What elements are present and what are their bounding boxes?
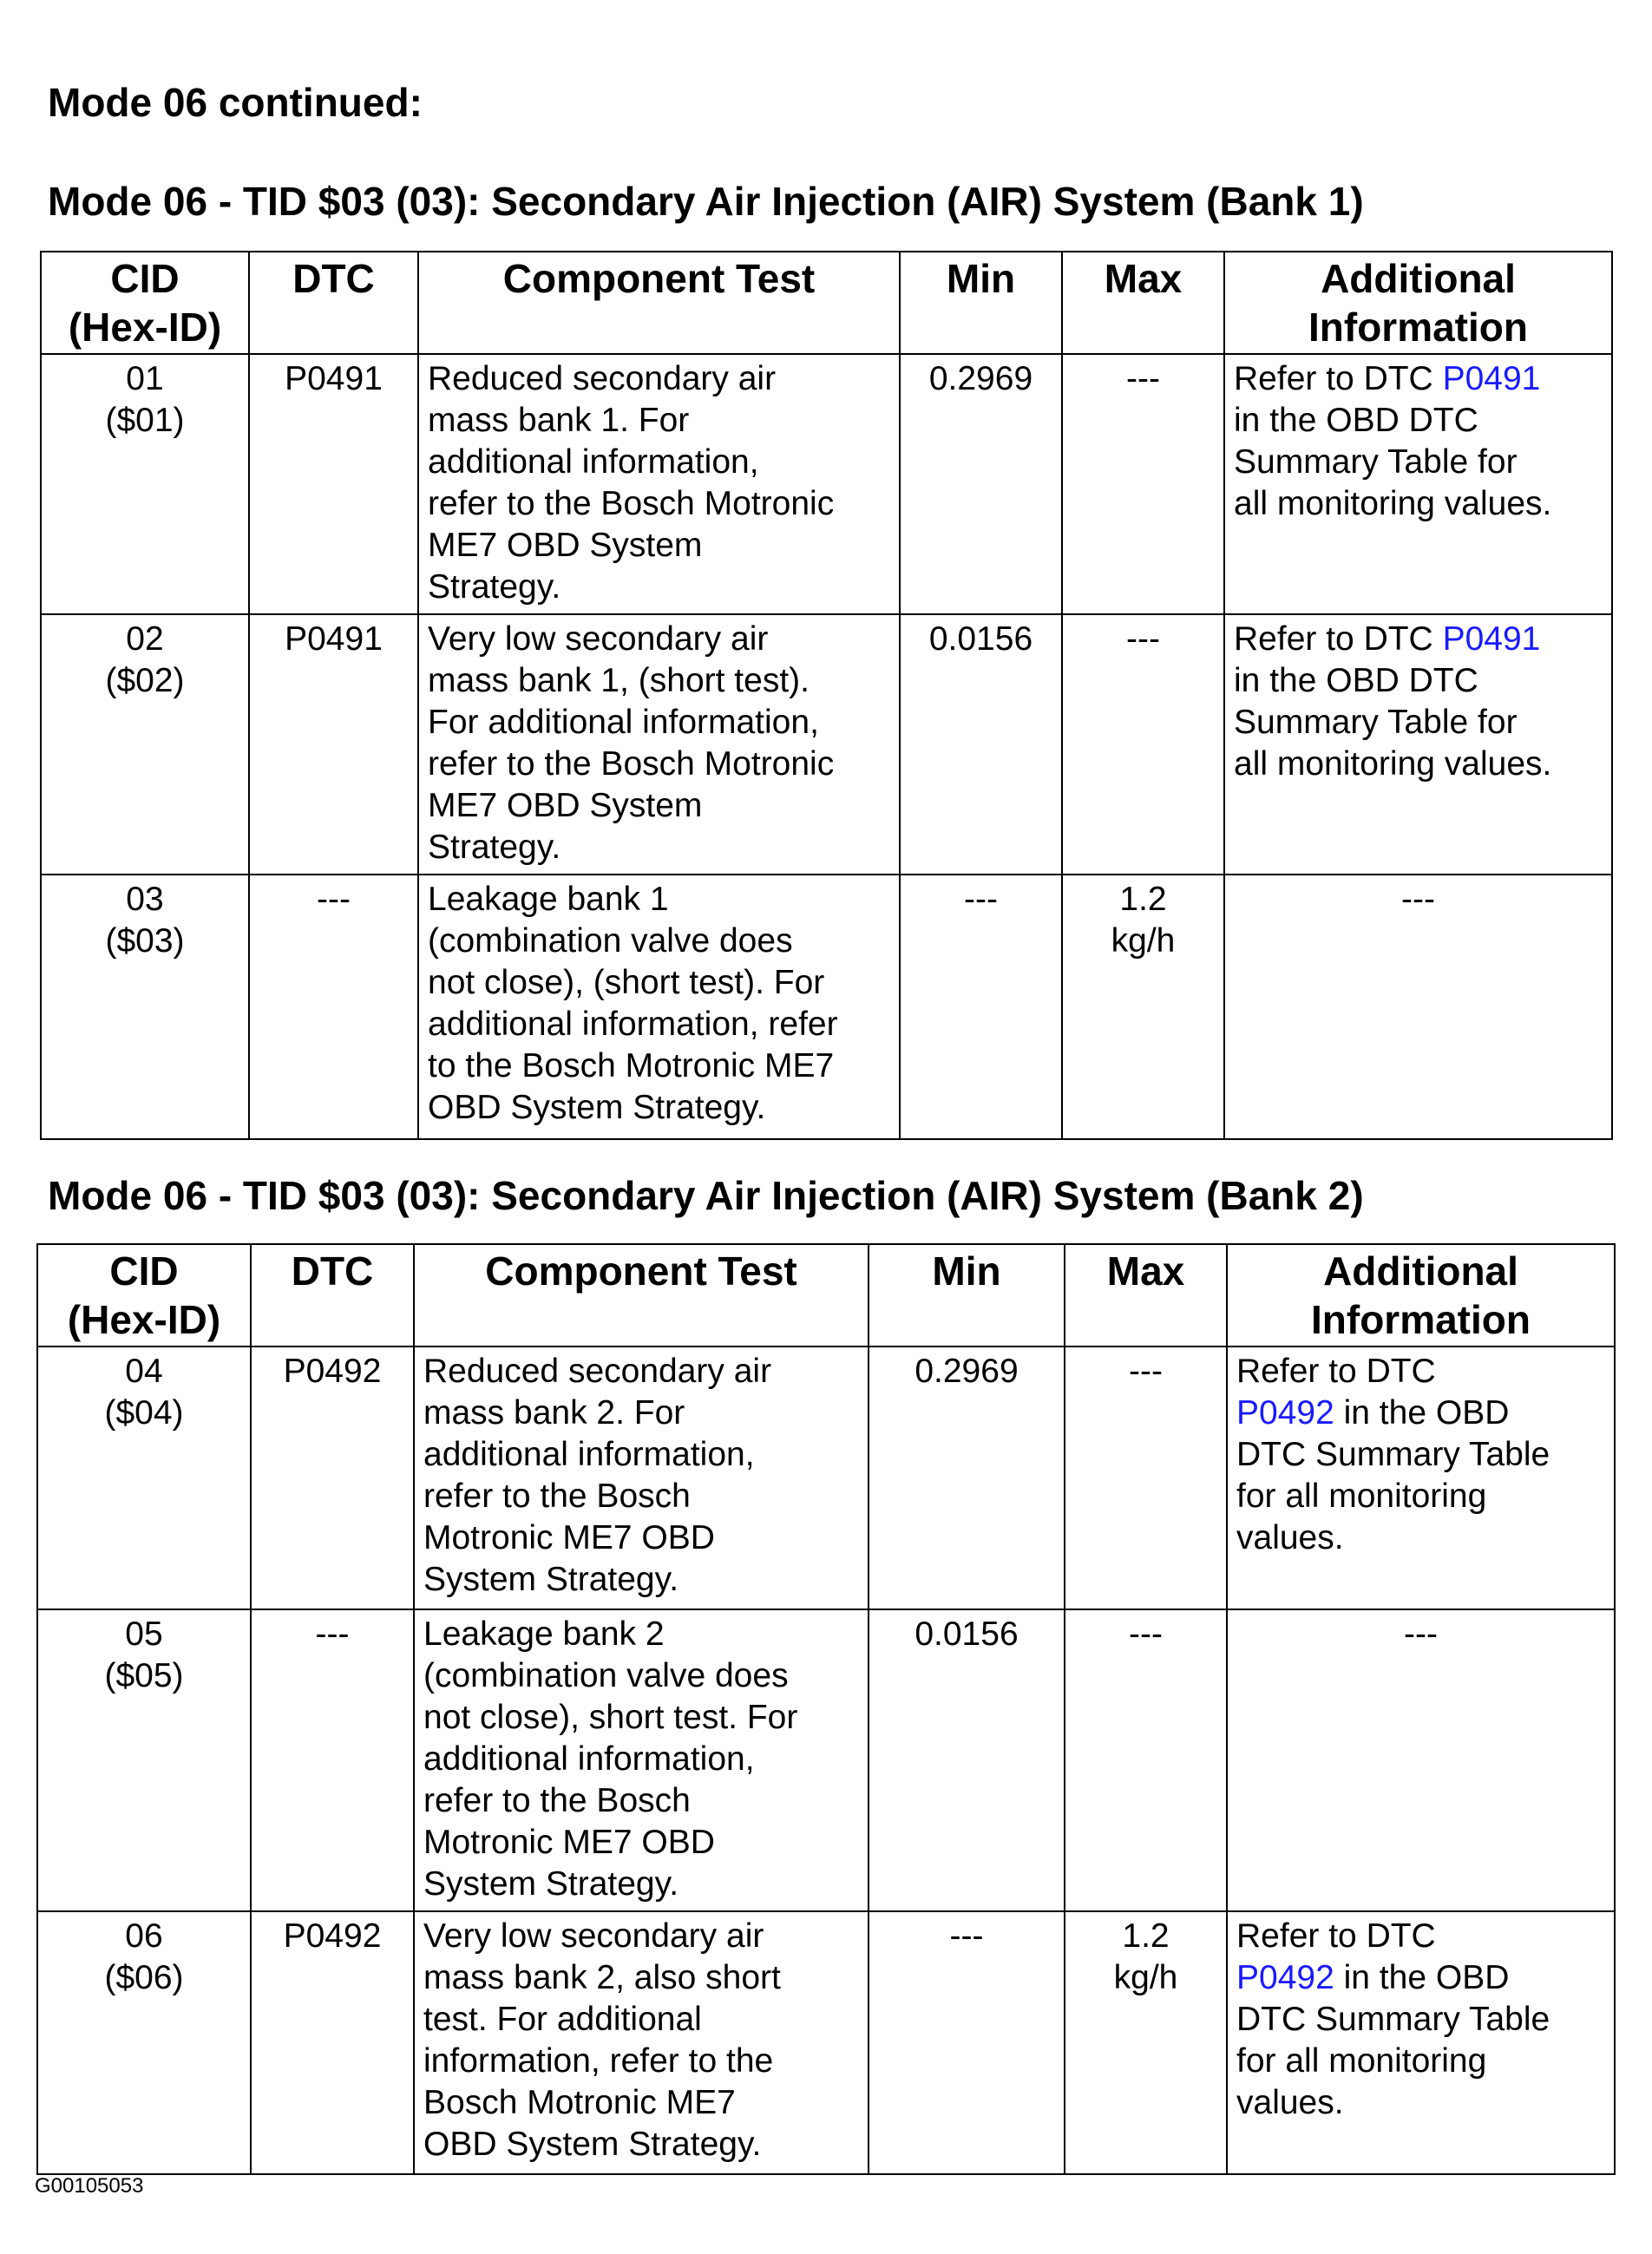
- component-test-line: ME7 OBD System: [428, 527, 703, 564]
- dtc-cell: ---: [251, 1609, 414, 1911]
- info-line: DTC Summary Table: [1236, 2001, 1550, 2038]
- cid-cell: [37, 1609, 251, 1911]
- max-cell: [1062, 875, 1224, 1139]
- component-test-line: Strategy.: [428, 829, 561, 866]
- dtc-cell: ---: [249, 875, 418, 1139]
- header-min: Min: [869, 1244, 1065, 1347]
- component-test-line: refer to the Bosch: [423, 1478, 691, 1515]
- cid-value: 05: [125, 1615, 163, 1653]
- hex-id-value: ($05): [104, 1657, 184, 1694]
- table-row: [41, 875, 1612, 1139]
- max-cell: [1065, 1347, 1227, 1609]
- info-text: Refer to DTC: [1234, 620, 1443, 658]
- cid-cell: [37, 1911, 251, 2174]
- info-line: [1236, 1957, 1605, 1999]
- table-header-row: [37, 1244, 1615, 1347]
- cid-cell: [37, 1347, 251, 1609]
- table-row: [41, 354, 1612, 614]
- info-line: values.: [1236, 2084, 1344, 2121]
- header-additional-information: Additional Information: [1224, 252, 1612, 354]
- header-dtc: DTC: [249, 252, 418, 354]
- component-test-cell: [414, 1609, 869, 1911]
- info-line: all monitoring values.: [1234, 485, 1552, 522]
- info-line: values.: [1236, 1519, 1344, 1556]
- max-line: kg/h: [1113, 1959, 1178, 1996]
- bank-2-table: [36, 1243, 1616, 2175]
- info-line: all monitoring values.: [1234, 745, 1552, 783]
- component-test-line: refer to the Bosch Motronic: [428, 485, 835, 522]
- dtc-cell: P0491: [249, 354, 418, 614]
- component-test-line: information, refer to the: [423, 2042, 774, 2080]
- header-cid: CID (Hex-ID): [37, 1244, 251, 1347]
- info-line: Refer to DTC: [1236, 1353, 1436, 1390]
- component-test-line: Very low secondary air: [423, 1917, 764, 1955]
- info-line: for all monitoring: [1236, 1478, 1487, 1515]
- cid-cell: [41, 354, 249, 614]
- table-row: [41, 614, 1612, 875]
- component-test-cell: [418, 354, 900, 614]
- info-line: [1234, 358, 1603, 400]
- table-2-title: Mode 06 - TID $03 (03): Secondary Air Injection (AIR) System (Bank 2): [48, 1173, 1364, 1218]
- header-dtc: DTC: [251, 1244, 414, 1347]
- cid-value: 03: [126, 881, 164, 918]
- cid-value: 02: [126, 620, 164, 658]
- info-text: in the OBD: [1334, 1394, 1510, 1432]
- figure-id: G00105053: [35, 2174, 144, 2198]
- hex-id-value: ($01): [105, 402, 185, 439]
- info-line: Refer to DTC: [1236, 1917, 1436, 1955]
- additional-information-cell: [1224, 614, 1612, 875]
- component-test-line: (combination valve does: [428, 922, 793, 960]
- max-line: ---: [1126, 360, 1160, 397]
- component-test-line: Reduced secondary air: [423, 1353, 772, 1390]
- component-test-line: mass bank 2. For: [423, 1394, 685, 1432]
- component-test-line: System Strategy.: [423, 1865, 679, 1903]
- info-line: Summary Table for: [1234, 704, 1518, 741]
- dtc-link-p0491[interactable]: P0491: [1442, 360, 1541, 397]
- dtc-cell: P0492: [251, 1911, 414, 2174]
- max-line: 1.2: [1119, 881, 1167, 918]
- additional-information-cell: [1227, 1911, 1615, 2174]
- header-component-test: Component Test: [418, 252, 900, 354]
- component-test-line: Leakage bank 2: [423, 1615, 665, 1653]
- component-test-line: additional information,: [428, 443, 759, 481]
- info-text: in the OBD: [1334, 1959, 1510, 1996]
- min-cell: 0.0156: [869, 1609, 1065, 1911]
- dtc-cell: P0491: [249, 614, 418, 875]
- component-test-line: Leakage bank 1: [428, 881, 669, 918]
- bank-1-table: [40, 251, 1613, 1140]
- component-test-line: Motronic ME7 OBD: [423, 1519, 715, 1556]
- component-test-line: OBD System Strategy.: [423, 2126, 762, 2163]
- table-1-title: Mode 06 - TID $03 (03): Secondary Air Injection (AIR) System (Bank 1): [48, 179, 1364, 224]
- component-test-line: For additional information,: [428, 704, 819, 741]
- component-test-line: to the Bosch Motronic ME7: [428, 1047, 835, 1084]
- cid-value: 01: [126, 360, 164, 397]
- table-header-row: [41, 252, 1612, 354]
- component-test-line: additional information, refer: [428, 1006, 838, 1043]
- header-max: Max: [1065, 1244, 1227, 1347]
- info-line: in the OBD DTC: [1234, 402, 1478, 439]
- component-test-line: System Strategy.: [423, 1561, 679, 1598]
- component-test-cell: [418, 614, 900, 875]
- table-row: [37, 1911, 1615, 2174]
- component-test-line: refer to the Bosch Motronic: [428, 745, 835, 783]
- info-line: Summary Table for: [1234, 443, 1518, 481]
- header-component-test: Component Test: [414, 1244, 869, 1347]
- table-row: [37, 1609, 1615, 1911]
- component-test-line: (combination valve does: [423, 1657, 789, 1694]
- hex-id-value: ($04): [104, 1394, 184, 1432]
- additional-information-cell: [1224, 354, 1612, 614]
- component-test-line: Strategy.: [428, 568, 561, 606]
- max-cell: [1062, 614, 1224, 875]
- component-test-line: Motronic ME7 OBD: [423, 1824, 715, 1861]
- header-additional-information: Additional Information: [1227, 1244, 1615, 1347]
- dtc-link-p0491[interactable]: P0491: [1442, 620, 1541, 658]
- dtc-link-p0492[interactable]: P0492: [1236, 1959, 1334, 1996]
- table-row: [37, 1347, 1615, 1609]
- hex-id-value: ($02): [105, 662, 185, 699]
- max-cell: [1065, 1609, 1227, 1911]
- max-line: ---: [1129, 1615, 1163, 1653]
- component-test-line: not close), short test. For: [423, 1699, 798, 1736]
- min-cell: 0.2969: [869, 1347, 1065, 1609]
- info-line: for all monitoring: [1236, 2042, 1487, 2080]
- component-test-line: mass bank 1. For: [428, 402, 690, 439]
- page-heading: Mode 06 continued:: [48, 80, 423, 125]
- cid-value: 06: [125, 1917, 163, 1955]
- min-cell: 0.2969: [900, 354, 1062, 614]
- component-test-line: mass bank 1, (short test).: [428, 662, 810, 699]
- min-cell: ---: [900, 875, 1062, 1139]
- component-test-line: test. For additional: [423, 2001, 702, 2038]
- component-test-line: not close), (short test). For: [428, 964, 825, 1001]
- component-test-line: refer to the Bosch: [423, 1782, 691, 1819]
- component-test-line: Reduced secondary air: [428, 360, 777, 397]
- cid-cell: [41, 875, 249, 1139]
- info-line: DTC Summary Table: [1236, 1436, 1550, 1473]
- component-test-line: ME7 OBD System: [428, 787, 703, 824]
- hex-id-value: ($06): [104, 1959, 184, 1996]
- additional-information-cell: ---: [1224, 875, 1612, 1139]
- component-test-line: Very low secondary air: [428, 620, 769, 658]
- info-line: [1234, 619, 1603, 660]
- additional-information-cell: ---: [1227, 1609, 1615, 1911]
- header-max: Max: [1062, 252, 1224, 354]
- max-line: 1.2: [1122, 1917, 1170, 1955]
- header-cid: CID (Hex-ID): [41, 252, 249, 354]
- additional-information-cell: [1227, 1347, 1615, 1609]
- component-test-line: OBD System Strategy.: [428, 1089, 766, 1126]
- max-line: kg/h: [1111, 922, 1176, 960]
- dtc-link-p0492[interactable]: P0492: [1236, 1394, 1334, 1432]
- component-test-cell: [414, 1911, 869, 2174]
- min-cell: ---: [869, 1911, 1065, 2174]
- max-cell: [1065, 1911, 1227, 2174]
- header-min: Min: [900, 252, 1062, 354]
- component-test-line: additional information,: [423, 1436, 755, 1473]
- component-test-cell: [414, 1347, 869, 1609]
- cid-value: 04: [125, 1353, 163, 1390]
- max-cell: [1062, 354, 1224, 614]
- info-text: Refer to DTC: [1234, 360, 1443, 397]
- component-test-line: mass bank 2, also short: [423, 1959, 781, 1996]
- max-line: ---: [1129, 1353, 1163, 1390]
- hex-id-value: ($03): [105, 922, 185, 960]
- component-test-line: Bosch Motronic ME7: [423, 2084, 736, 2121]
- cid-cell: [41, 614, 249, 875]
- component-test-cell: [418, 875, 900, 1139]
- max-line: ---: [1126, 620, 1160, 658]
- info-line: [1236, 1392, 1605, 1434]
- info-line: in the OBD DTC: [1234, 662, 1478, 699]
- dtc-cell: P0492: [251, 1347, 414, 1609]
- component-test-line: additional information,: [423, 1740, 755, 1778]
- min-cell: 0.0156: [900, 614, 1062, 875]
